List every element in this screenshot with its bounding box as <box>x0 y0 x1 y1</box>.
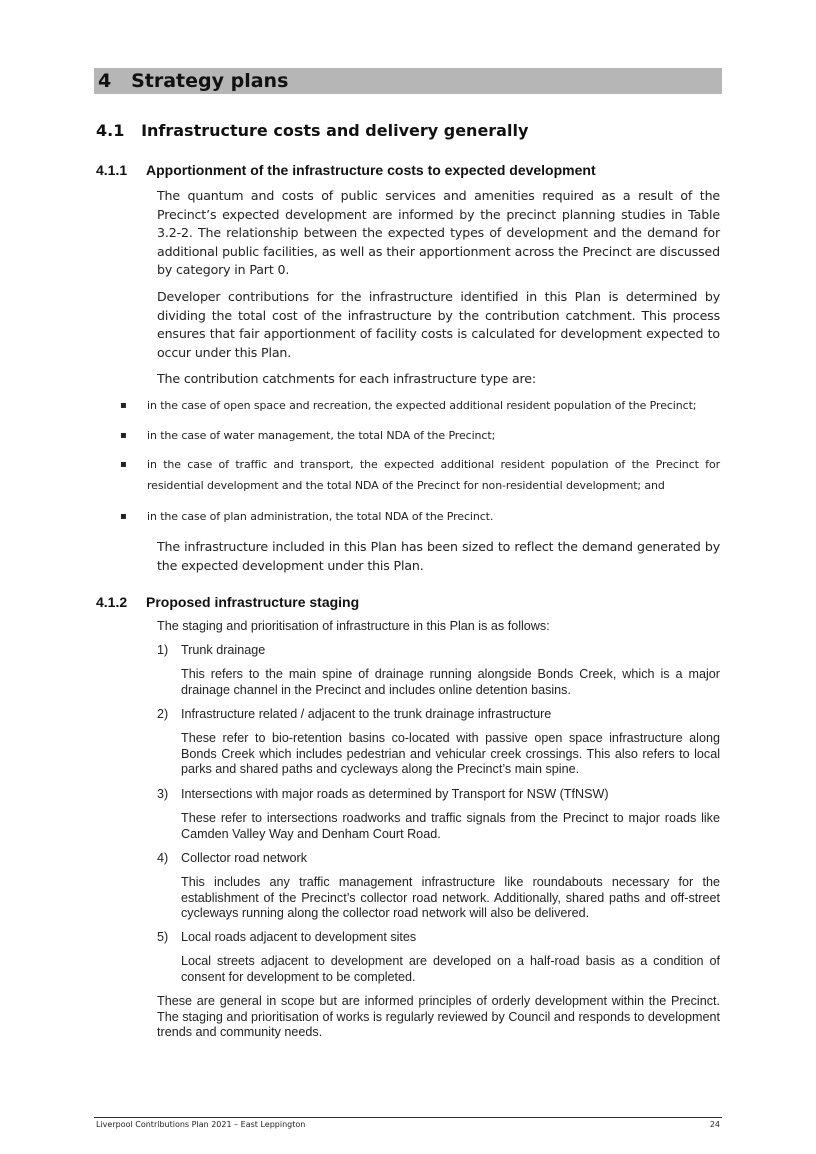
chapter-number: 4 <box>98 70 112 92</box>
footer-document-title: Liverpool Contributions Plan 2021 – East Leppington <box>96 1120 306 1129</box>
list-item-number: 1) <box>157 643 169 657</box>
list-item-body: These refer to intersections roadworks and traffic signals from the Precinct to major roads like Camden Valley Way and Denham Court Road. <box>181 811 720 841</box>
list-item-body: These refer to bio-retention basins co-located with passive open space infrastructure along Bonds Creek which includes pedestrian and vehicular creek crossings. This also refers to local parks and shared paths and cycleways along the Precinct’s main spine. <box>181 731 720 777</box>
list-item-title <box>157 851 307 867</box>
list-item-number: 4) <box>157 851 169 865</box>
list-item-title <box>157 643 265 659</box>
list-item-number: 5) <box>157 930 169 944</box>
subsection-number: 4.1.1 <box>96 162 128 178</box>
list-item-body: This refers to the main spine of drainage running alongside Bonds Creek, which is a major drainage channel in the Precinct and includes online detention basins. <box>181 667 720 697</box>
section-number: 4.1 <box>96 121 125 140</box>
bullet-item <box>120 425 720 446</box>
bullet-item <box>120 506 720 527</box>
bullet-icon: ▪ <box>120 400 127 411</box>
bullet-icon: ▪ <box>120 430 127 441</box>
bullet-icon: ▪ <box>120 459 127 470</box>
footer-divider <box>94 1117 722 1118</box>
list-item-title <box>157 930 416 946</box>
list-item-number: 3) <box>157 787 169 801</box>
paragraph: The infrastructure included in this Plan has been sized to reflect the demand generated by the expected development under this Plan. <box>157 539 720 573</box>
bullet-text: in the case of plan administration, the total NDA of the Precinct. <box>147 510 494 523</box>
subsection-heading-4-1-1 <box>96 162 596 178</box>
bullet-text: in the case of traffic and transport, the expected additional resident population of the Precinct for residential development and the total NDA of the Precinct for non-residential development; and <box>147 458 720 492</box>
section-heading <box>96 121 528 140</box>
list-item-label: Intersections with major roads as determined by Transport for NSW (TfNSW) <box>181 787 609 801</box>
subsection-number: 4.1.2 <box>96 594 128 610</box>
paragraph: The quantum and costs of public services and amenities required as a result of the Precinct’s expected development are informed by the precinct planning studies in Table 3.2-2. The relationship between the expected types of development and the demand for additional public facilities, as well as their apportionment across the Precinct are discussed by category in Part 0. <box>157 188 720 278</box>
subsection-title: Apportionment of the infrastructure costs to expected development <box>146 162 596 178</box>
chapter-heading <box>98 69 288 94</box>
list-item-label: Collector road network <box>181 851 307 865</box>
list-item-body: This includes any traffic management infrastructure like roundabouts necessary for the establishment of the Precinct’s collector road network. Additionally, shared paths and off-street cycleways running along the collector road network will also be delivered. <box>181 875 720 921</box>
bullet-item <box>120 454 720 496</box>
list-item-label: Trunk drainage <box>181 643 266 657</box>
section-title: Infrastructure costs and delivery generally <box>141 121 529 140</box>
list-item-title <box>157 787 609 803</box>
footer-page-number: 24 <box>709 1120 720 1129</box>
list-item-label: Infrastructure related / adjacent to the trunk drainage infrastructure <box>181 707 552 721</box>
subsection-heading-4-1-2 <box>96 594 359 610</box>
bullet-icon: ▪ <box>120 511 127 522</box>
bullet-item <box>120 395 720 416</box>
list-item-label: Local roads adjacent to development sites <box>181 930 417 944</box>
list-item-number: 2) <box>157 707 169 721</box>
paragraph: Developer contributions for the infrastructure identified in this Plan is determined by dividing the total cost of the infrastructure by the contribution catchment. This process ensures that fair apportionment of facility costs is calculated for development expected to occur under this Plan. <box>157 289 720 360</box>
list-item-body: Local streets adjacent to development are developed on a half-road basis as a condition of consent for development to be completed. <box>181 954 720 984</box>
subsection-title: Proposed infrastructure staging <box>146 594 360 610</box>
list-item-title <box>157 707 551 723</box>
chapter-title: Strategy plans <box>131 70 289 92</box>
paragraph: These are general in scope but are informed principles of orderly development within the Precinct. The staging and prioritisation of works is regularly reviewed by Council and responds to development trends and community needs. <box>157 994 720 1040</box>
bullet-text: in the case of water management, the total NDA of the Precinct; <box>147 429 496 442</box>
paragraph: The staging and prioritisation of infrastructure in this Plan is as follows: <box>157 619 550 633</box>
bullet-text: in the case of open space and recreation, the expected additional resident population of the Precinct; <box>147 399 697 412</box>
paragraph: The contribution catchments for each infrastructure type are: <box>157 371 536 386</box>
